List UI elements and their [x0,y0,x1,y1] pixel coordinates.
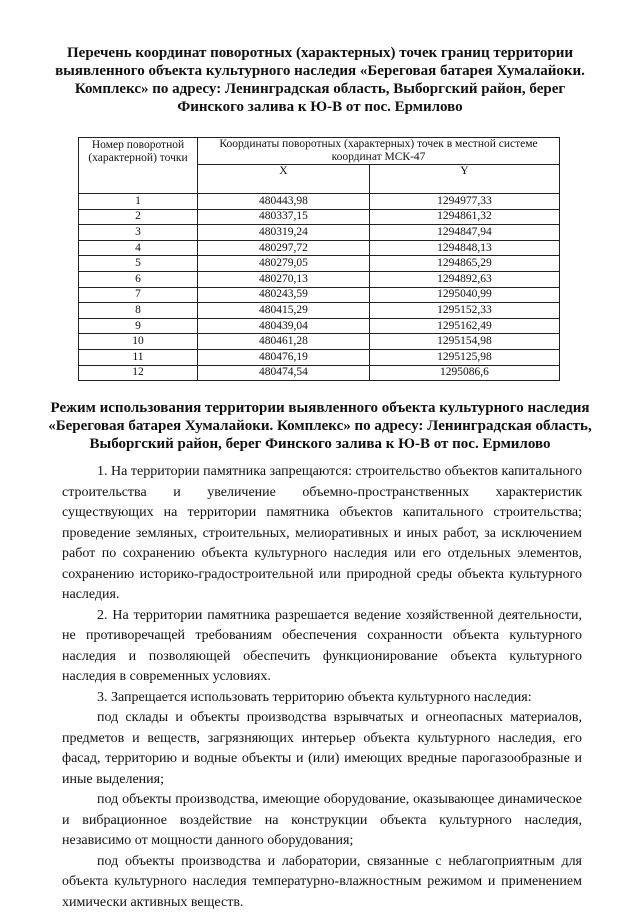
point-number: 8 [79,303,198,319]
table-row [79,240,560,256]
coord-x: 480461,28 [198,334,370,350]
point-number: 9 [79,318,198,334]
coord-y: 1294865,29 [369,256,559,272]
point-number: 12 [79,365,198,381]
document-title: Перечень координат поворотных (характерных) точек границ территории выявленного объекта культурного наследия «Береговая батарея Хумалайоки. Комплекс» по адресу: Ленинградская область, Выборгский район, берег Финского залива к Ю-В от пос. Ермилово [40,44,600,116]
coord-y: 1295154,98 [369,334,559,350]
point-number: 10 [79,334,198,350]
regime-title: Режим использования территории выявленного объекта культурного наследия «Береговая батарея Хумалайоки. Комплекс» по адресу: Ленинградская область, Выборгский район, берег Финского залива к Ю-В от пос. Ермилово [40,399,600,453]
table-row [79,334,560,350]
coord-x: 480415,29 [198,303,370,319]
table-row [79,271,560,287]
coord-y: 1294847,94 [369,225,559,241]
coord-y: 1295152,33 [369,303,559,319]
coord-y: 1294892,63 [369,271,559,287]
table-row [79,209,560,225]
coord-x: 480270,13 [198,271,370,287]
header-x: X [198,165,370,194]
point-number: 5 [79,256,198,272]
coord-x: 480476,19 [198,349,370,365]
table-row [79,303,560,319]
table-row [79,349,560,365]
point-number: 2 [79,209,198,225]
header-coordinate-system: Координаты поворотных (характерных) точек в местной системе координат МСК-47 [198,138,560,165]
point-number: 7 [79,287,198,303]
table-row [79,225,560,241]
table-row [79,318,560,334]
table-row [79,194,560,210]
paragraph-3: 3. Запрещается использовать территорию объекта культурного наследия: [62,688,582,709]
header-point-number: Номер поворотной (характерной) точки [79,138,198,194]
paragraph-6: под объекты производства и лаборатории, связанные с неблагоприятным для объекта культурного наследия температурно-влажностным режимом и применением химически активных веществ. [62,852,582,913]
table-row [79,365,560,381]
coord-x: 480439,04 [198,318,370,334]
coord-x: 480443,98 [198,194,370,210]
point-number: 11 [79,349,198,365]
coord-y: 1294861,32 [369,209,559,225]
coord-y: 1294977,33 [369,194,559,210]
point-number: 3 [79,225,198,241]
coord-x: 480474,54 [198,365,370,381]
coord-y: 1295040,99 [369,287,559,303]
coord-x: 480319,24 [198,225,370,241]
coord-y: 1294848,13 [369,240,559,256]
table-row [79,256,560,272]
coord-y: 1295086,6 [369,365,559,381]
paragraph-4: под склады и объекты производства взрывчатых и огнеопасных материалов, предметов и веществ, загрязняющих интерьер объекта культурного наследия, его фасад, территорию и водные объекты и (или) имеющих вредные парогазообразные и иные выделения; [62,708,582,790]
point-number: 1 [79,194,198,210]
paragraph-1: 1. На территории памятника запрещаются: строительство объектов капитального строительства и увеличение объемно-пространственных характеристик существующих на территории памятника объектов капитального строительства; проведение земляных, строительных, мелиоративных и иных работ, за исключением работ по сохранению объекта культурного наследия или его отдельных элементов, сохранению историко-градостроительной или природной среды объекта культурного наследия. [62,462,582,606]
coordinates-table [78,137,560,381]
coord-y: 1295162,49 [369,318,559,334]
regime-text [62,462,582,913]
paragraph-2: 2. На территории памятника разрешается ведение хозяйственной деятельности, не противоречащей требованиям обеспечения сохранности объекта культурного наследия и позволяющей обеспечить функционирование объекта культурного наследия в современных условиях. [62,606,582,688]
coord-x: 480243,59 [198,287,370,303]
paragraph-5: под объекты производства, имеющие оборудование, оказывающее динамическое и вибрационное воздействие на конструкции объекта культурного наследия, независимо от мощности данного оборудования; [62,790,582,852]
point-number: 6 [79,271,198,287]
coord-y: 1295125,98 [369,349,559,365]
coord-x: 480337,15 [198,209,370,225]
header-y: Y [369,165,559,194]
table-row [79,287,560,303]
coord-x: 480297,72 [198,240,370,256]
coord-x: 480279,05 [198,256,370,272]
point-number: 4 [79,240,198,256]
